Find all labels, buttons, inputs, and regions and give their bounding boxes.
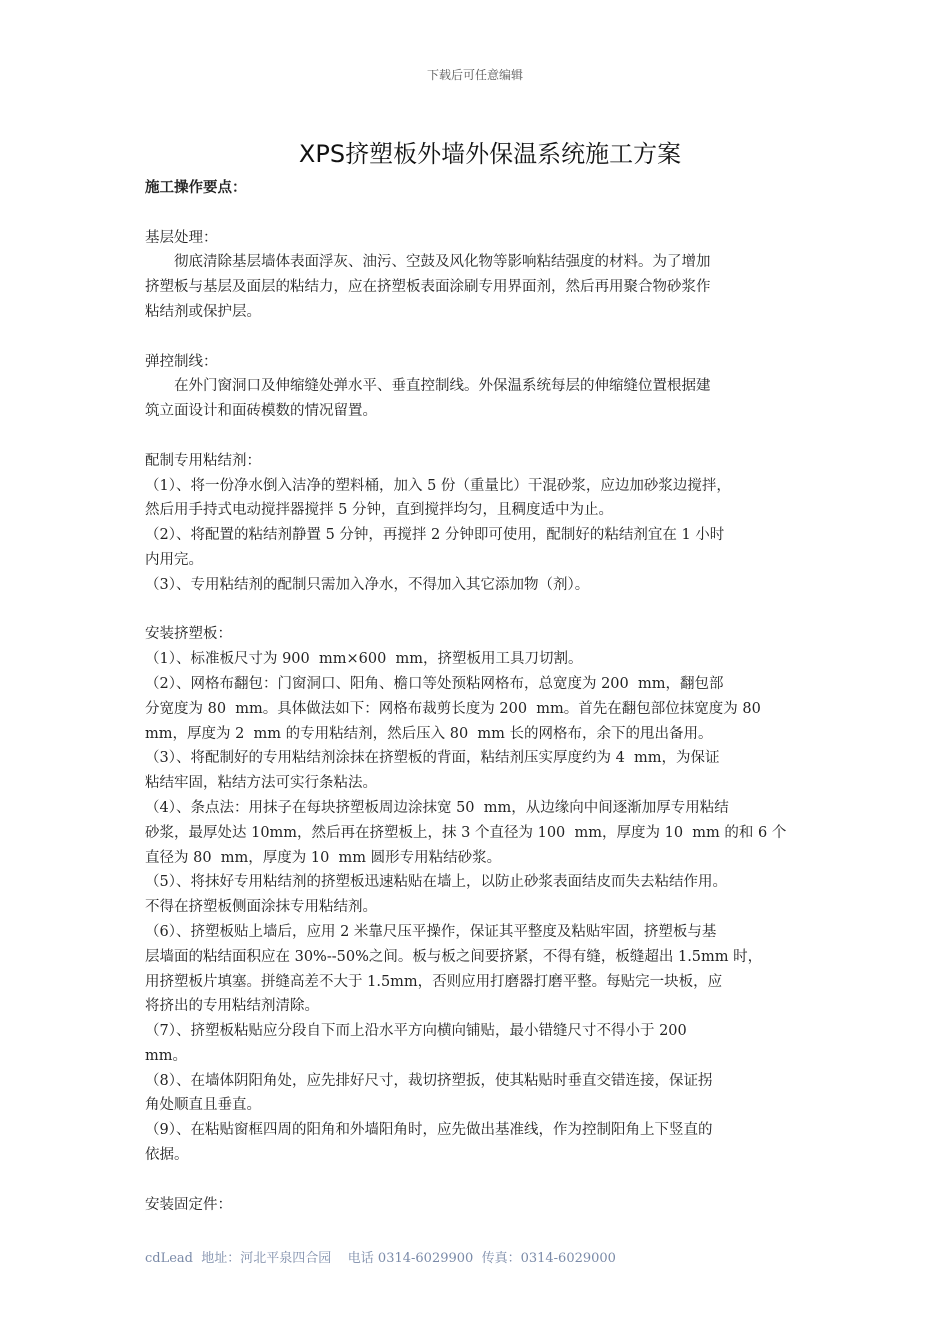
paragraph-line: （1）、将一份净水倒入洁净的塑料桶，加入 5 份（重量比）干混砂浆，应边加砂浆边搅拌， bbox=[145, 477, 731, 494]
spacer bbox=[145, 201, 825, 226]
subtitle: 施工操作要点： bbox=[145, 179, 247, 196]
paragraph-line: （1）、标准板尺寸为 900 mm×600 mm，挤塑板用工具刀切割。 bbox=[145, 651, 583, 668]
paragraph-line: （9）、在粘贴窗框四周的阳角和外墙阳角时，应先做出基准线，作为控制阳角上下竖直的 bbox=[145, 1122, 713, 1139]
paragraph-line: 粘结牢固，粘结方法可实行条粘法。 bbox=[145, 775, 377, 792]
spacer bbox=[145, 424, 825, 449]
paragraph-line: （6）、挤塑板贴上墙后，应用 2 米靠尺压平操作，保证其平整度及粘贴牢固，挤塑板与基 bbox=[145, 923, 717, 940]
paragraph-line: 角处顺直且垂直。 bbox=[145, 1097, 261, 1114]
paragraph-line: 依据。 bbox=[145, 1147, 189, 1164]
paragraph-line: mm。 bbox=[145, 1047, 187, 1064]
spacer bbox=[145, 1168, 825, 1193]
paragraph-line: 将挤出的专用粘结剂清除。 bbox=[145, 998, 319, 1015]
paragraph-line: 分宽度为 80 mm。具体做法如下：网格布裁剪长度为 200 mm。首先在翻包部位抹宽度为 80 bbox=[145, 700, 761, 717]
paragraph-line: （3）、专用粘结剂的配制只需加入净水，不得加入其它添加物（剂）。 bbox=[145, 576, 590, 593]
paragraph-line: （7）、挤塑板粘贴应分段自下而上沿水平方向横向铺贴，最小错缝尺寸不得小于 200 bbox=[145, 1023, 687, 1040]
paragraph-line: 层墙面的粘结面积应在 30%--50%之间。板与板之间要挤紧，不得有缝，板缝超出 1.5mm 时， bbox=[145, 948, 763, 965]
paragraph-line: 然后用手持式电动搅拌器搅拌 5 分钟，直到搅拌均匀，且稠度适中为止。 bbox=[145, 502, 613, 519]
section-heading-lines-control: 弹控制线： bbox=[145, 353, 218, 370]
paragraph-line: 内用完。 bbox=[145, 551, 203, 568]
paragraph-line: （4）、条点法：用抹子在每块挤塑板周边涂抹宽 50 mm，从边缘向中间逐渐加厚专用粘结 bbox=[145, 799, 729, 816]
section-heading-adhesive: 配制专用粘结剂： bbox=[145, 452, 261, 469]
document-title: XPS挤塑板外墙外保温系统施工方案 bbox=[298, 140, 682, 168]
paragraph-line: （5）、将抹好专用粘结剂的挤塑板迅速粘贴在墙上，以防止砂浆表面结皮而失去粘结作用。 bbox=[145, 874, 727, 891]
spacer bbox=[145, 598, 825, 623]
paragraph-line: （3）、将配制好的专用粘结剂涂抹在挤塑板的背面，粘结剂压实厚度约为 4 mm，为保证 bbox=[145, 750, 720, 767]
section-heading-base: 基层处理： bbox=[145, 229, 218, 246]
spacer bbox=[145, 325, 825, 350]
paragraph-line: 在外门窗洞口及伸缩缝处弹水平、垂直控制线。外保温系统每层的伸缩缝位置根据建 bbox=[174, 378, 711, 395]
document-body bbox=[145, 176, 825, 1217]
paragraph-line: 粘结剂或保护层。 bbox=[145, 303, 261, 320]
paragraph-line: （8）、在墙体阴阳角处，应先排好尺寸，裁切挤塑扳，使其粘贴时垂直交错连接，保证拐 bbox=[145, 1072, 713, 1089]
paragraph-line: （2）、将配置的粘结剂静置 5 分钟，再搅拌 2 分钟即可使用，配制好的粘结剂宜在 1 小时 bbox=[145, 527, 725, 544]
paragraph-line: 不得在挤塑板侧面涂抹专用粘结剂。 bbox=[145, 899, 377, 916]
section-heading-install-board: 安装挤塑板： bbox=[145, 626, 232, 643]
paragraph-line: 挤塑板与基层及面层的粘结力，应在挤塑板表面涂刷专用界面剂，然后再用聚合物砂浆作 bbox=[145, 279, 711, 296]
page-footer: cdLead 地址：河北平泉四合园 电话 0314-6029900 传真：0314-6029000 bbox=[145, 1251, 616, 1266]
paragraph-line: 筑立面设计和面砖模数的情况留置。 bbox=[145, 403, 377, 420]
paragraph-line: （2）、网格布翻包：门窗洞口、阳角、檐口等处预粘网格布，总宽度为 200 mm，翻包部 bbox=[145, 675, 724, 692]
header-note: 下载后可任意编辑 bbox=[426, 68, 523, 82]
paragraph-line: 彻底清除基层墙体表面浮灰、油污、空鼓及风化物等影响粘结强度的材料。为了增加 bbox=[174, 254, 711, 271]
paragraph-line: mm，厚度为 2 mm 的专用粘结剂，然后压入 80 mm 长的网格布，余下的甩出备用。 bbox=[145, 725, 713, 742]
paragraph-line: 砂浆，最厚处达 10mm，然后再在挤塑板上，抹 3 个直径为 100 mm，厚度为 10 mm 的和 6 个 bbox=[145, 824, 787, 841]
paragraph-line: 用挤塑板片填塞。拼缝高差不大于 1.5mm，否则应用打磨器打磨平整。每贴完一块板，应 bbox=[145, 973, 723, 990]
section-heading-fasteners: 安装固定件： bbox=[145, 1196, 232, 1213]
paragraph-line: 直径为 80 mm，厚度为 10 mm 圆形专用粘结砂浆。 bbox=[145, 849, 502, 866]
